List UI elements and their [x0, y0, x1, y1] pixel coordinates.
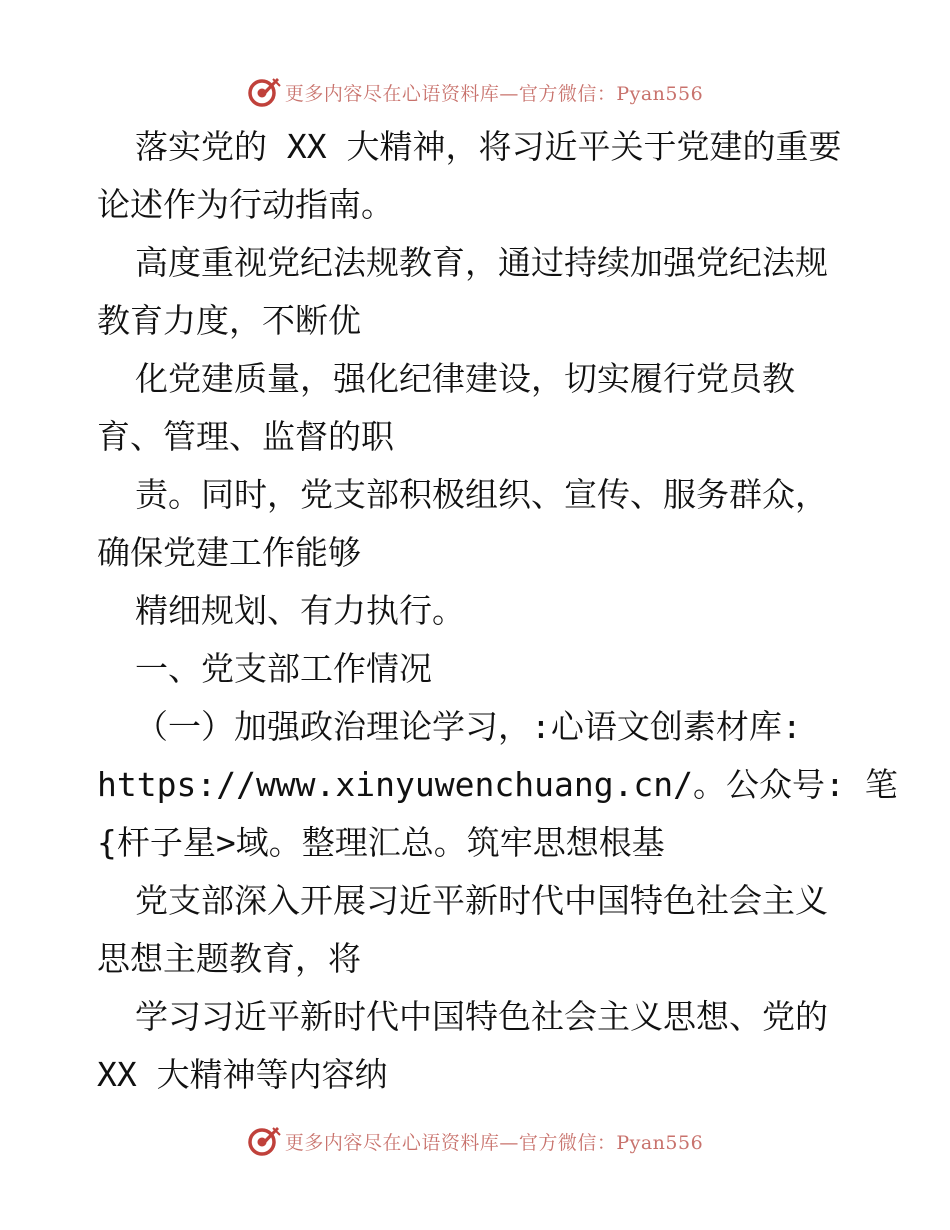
body-line: https://www.xinyuwenchuang.cn/。公众号: 笔 — [97, 765, 898, 804]
footer-banner — [0, 1121, 950, 1161]
subsection-heading: （一）加强政治理论学习，:心语文创素材库: — [135, 707, 802, 746]
body-line: 化党建质量，强化纪律建设，切实履行党员教 — [135, 359, 795, 398]
pen-nib-circle-icon — [247, 1124, 281, 1158]
body-line: 教育力度，不断优 — [97, 301, 361, 340]
body-line: 育、管理、监督的职 — [97, 417, 394, 456]
body-line: 确保党建工作能够 — [97, 533, 361, 572]
header-banner-text: 更多内容尽在心语资料库—官方微信：Pyan556 — [284, 82, 704, 105]
body-line: 学习习近平新时代中国特色社会主义思想、党的 — [135, 997, 828, 1036]
body-line: {杆子星>域。整理汇总。筑牢思想根基 — [97, 823, 665, 862]
body-line: 责。同时，党支部积极组织、宣传、服务群众， — [135, 475, 828, 514]
body-line: 党支部深入开展习近平新时代中国特色社会主义 — [135, 881, 828, 920]
footer-banner-text: 更多内容尽在心语资料库—官方微信：Pyan556 — [284, 1131, 704, 1154]
body-line: 落实党的 XX 大精神，将习近平关于党建的重要 — [135, 127, 842, 166]
body-line: 高度重视党纪法规教育，通过持续加强党纪法规 — [135, 243, 828, 282]
body-line: XX 大精神等内容纳 — [97, 1055, 388, 1094]
body-line: 论述作为行动指南。 — [97, 185, 394, 224]
section-heading: 一、党支部工作情况 — [135, 649, 432, 688]
body-line: 精细规划、有力执行。 — [135, 591, 465, 630]
body-line: 思想主题教育，将 — [97, 939, 361, 978]
